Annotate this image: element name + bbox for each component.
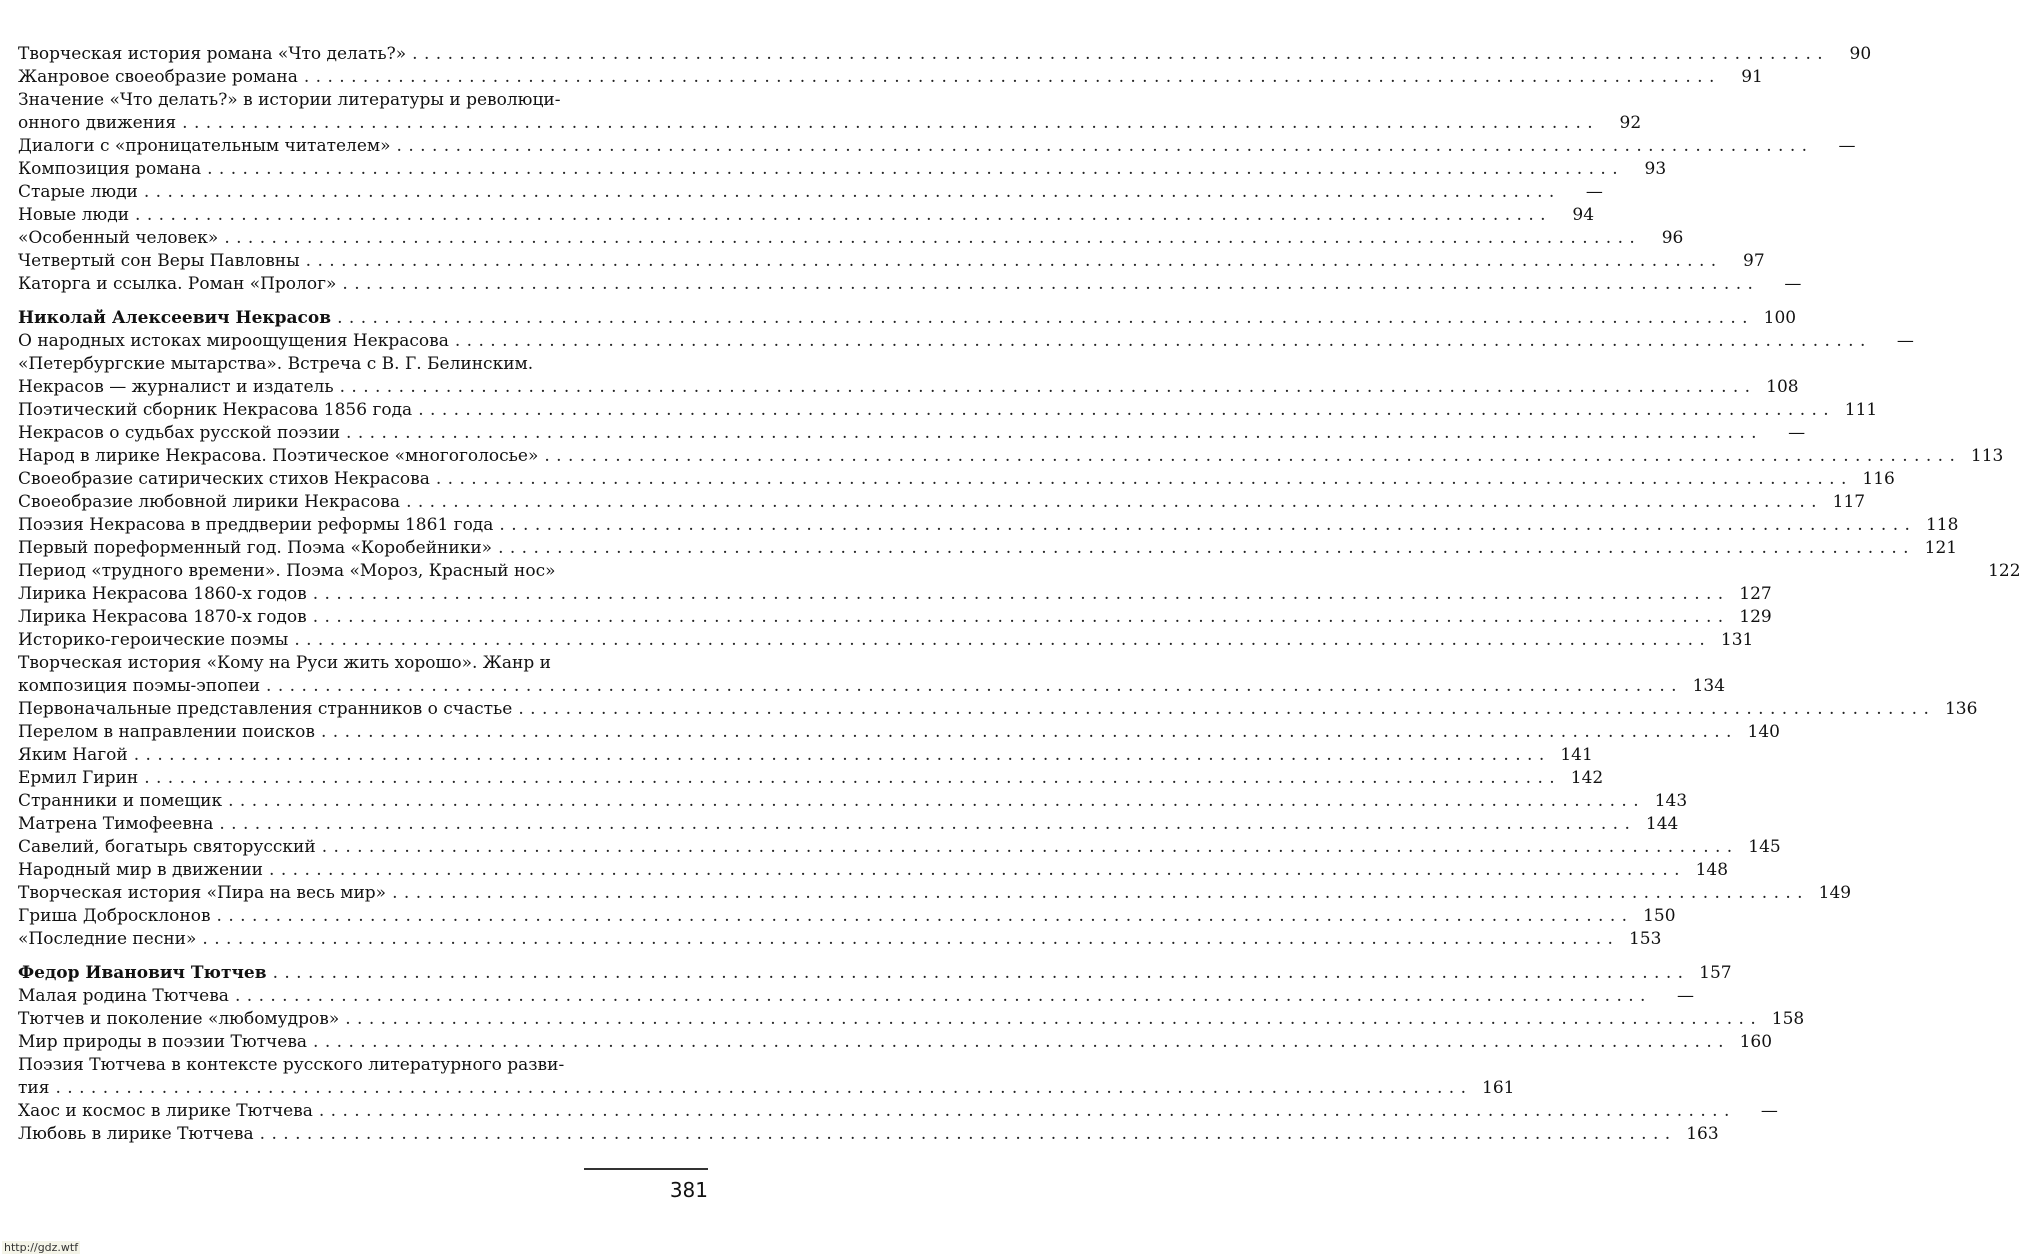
- toc-entry: [18, 399, 1878, 422]
- dot-leader: [412, 43, 1823, 66]
- watermark-link[interactable]: http://gdz.wtf: [4, 1241, 79, 1254]
- toc-entry: [18, 675, 1726, 698]
- toc-entry-page: —: [1585, 182, 1603, 202]
- toc-entry-page: 97: [1743, 251, 1765, 271]
- dot-leader: [346, 422, 1757, 445]
- toc-entry-page: 142: [1570, 768, 1604, 788]
- toc-entry-page: 148: [1695, 860, 1729, 880]
- toc-entry-title: «Петербургские мытарства». Встреча с В. Г. Белинским.: [18, 354, 534, 374]
- toc-entry-page: 92: [1619, 113, 1642, 133]
- toc-entry-title: «Особенный человек»: [18, 228, 219, 248]
- toc-entry-title: Старые люди: [18, 182, 138, 202]
- toc-entry: [18, 135, 1856, 158]
- toc-entry: [18, 1054, 708, 1077]
- toc-entry-page: 158: [1771, 1009, 1805, 1029]
- toc-entry: [18, 652, 708, 675]
- toc-entry: [18, 859, 1729, 882]
- toc-entry: [18, 721, 1780, 744]
- dot-leader: [207, 158, 1618, 181]
- dot-leader: [337, 307, 1748, 330]
- dot-leader: [313, 583, 1724, 606]
- toc-entry: [18, 273, 1802, 296]
- toc-entry-page: 127: [1739, 584, 1772, 604]
- toc-section-heading: [18, 962, 1732, 985]
- toc-entry: [18, 985, 1694, 1008]
- toc-entry-title: Странники и помещик: [18, 791, 223, 811]
- dot-leader: [455, 330, 1866, 353]
- toc-entry-title: Некрасов — журналист и издатель: [18, 377, 334, 397]
- toc-entry: [18, 1008, 1805, 1031]
- toc-entry: [18, 790, 1688, 813]
- toc-entry: [18, 1077, 1515, 1100]
- toc-entry-title: композиция поэмы-эпопеи: [18, 676, 261, 696]
- toc-entry-title: Любовь в лирике Тютчева: [18, 1124, 254, 1144]
- toc-entry: [18, 158, 1667, 181]
- toc-entry: [18, 767, 1604, 790]
- dot-leader: [313, 1031, 1724, 1054]
- toc-entry-page: 157: [1699, 963, 1732, 983]
- dot-leader: [345, 1008, 1756, 1031]
- toc-entry-title: Федор Иванович Тютчев: [18, 963, 267, 983]
- toc-entry: [18, 928, 1662, 951]
- toc-entry-title: Ермил Гирин: [18, 768, 139, 788]
- toc-entry-title: Матрена Тимофеевна: [18, 814, 214, 834]
- footer-rule: [584, 1168, 708, 1170]
- dot-leader: [134, 744, 1545, 767]
- dot-leader: [266, 675, 1677, 698]
- toc-entry-title: Малая родина Тютчева: [18, 986, 229, 1006]
- toc-entry: [18, 353, 708, 376]
- toc-entry-title: Савелий, богатырь святорусский: [18, 837, 316, 857]
- toc-entry-page: 141: [1560, 745, 1593, 765]
- toc-entry-title: О народных истоках мироощущения Некрасова: [18, 331, 449, 351]
- dot-leader: [499, 514, 1910, 537]
- toc-entry-title: Поэтический сборник Некрасова 1856 года: [18, 400, 413, 420]
- toc-entry-title: Период «трудного времени». Поэма «Мороз, Красный нос»: [18, 561, 556, 581]
- toc-entry-page: 150: [1643, 906, 1676, 926]
- toc-entry-title: Диалоги с «проницательным читателем»: [18, 136, 391, 156]
- toc-entry: [18, 514, 1959, 537]
- toc-entry-page: 161: [1482, 1078, 1515, 1098]
- dot-leader: [144, 181, 1555, 204]
- dot-leader: [228, 790, 1639, 813]
- toc-entry-page: 163: [1686, 1124, 1719, 1144]
- toc-entry-title: «Последние песни»: [18, 929, 197, 949]
- toc-entry-page: 116: [1862, 469, 1895, 489]
- toc-entry: [18, 43, 1872, 66]
- toc-entry-title: Первый пореформенный год. Поэма «Коробейники»: [18, 538, 493, 558]
- dot-leader: [217, 905, 1628, 928]
- toc-entry: [18, 629, 1754, 652]
- toc-entry-page: 90: [1849, 44, 1872, 64]
- dot-leader: [135, 204, 1546, 227]
- table-of-contents: [18, 43, 2021, 1146]
- toc-entry-page: 143: [1654, 791, 1688, 811]
- dot-leader: [342, 273, 1753, 296]
- dot-leader: [304, 66, 1715, 89]
- toc-entry-page: 136: [1944, 699, 1978, 719]
- dot-leader: [235, 985, 1646, 1008]
- dot-leader: [319, 1100, 1730, 1123]
- toc-entry-page: 108: [1766, 377, 1799, 397]
- dot-leader: [340, 376, 1751, 399]
- dot-leader: [498, 537, 1909, 560]
- toc-entry: [18, 227, 1684, 250]
- toc-entry-page: —: [1896, 331, 1914, 351]
- toc-entry: [18, 445, 2004, 468]
- toc-entry: [18, 583, 1772, 606]
- dot-leader: [182, 112, 1593, 135]
- toc-entry-title: Народ в лирике Некрасова. Поэтическое «многоголосье»: [18, 446, 539, 466]
- toc-entry-page: 129: [1739, 607, 1772, 627]
- toc-entry-page: —: [1838, 136, 1856, 156]
- toc-entry-title: тия: [18, 1078, 50, 1098]
- dot-leader: [544, 445, 1955, 468]
- toc-entry: [18, 744, 1593, 767]
- toc-entry-title: Поэзия Некрасова в преддверии реформы 1861 года: [18, 515, 494, 535]
- dot-leader: [418, 399, 1829, 422]
- toc-entry-title: Яким Нагой: [18, 745, 128, 765]
- toc-entry: [18, 813, 1679, 836]
- toc-entry-page: 149: [1818, 883, 1852, 903]
- toc-entry: [18, 836, 1781, 859]
- dot-leader: [306, 250, 1717, 273]
- dot-leader: [436, 468, 1847, 491]
- toc-entry-page: 134: [1692, 676, 1726, 696]
- toc-entry-page: 160: [1739, 1032, 1773, 1052]
- toc-entry-title: Жанровое своеобразие романа: [18, 67, 298, 87]
- toc-entry-title: Творческая история романа «Что делать?»: [18, 44, 407, 64]
- toc-entry-title: Тютчев и поколение «любомудров»: [18, 1009, 340, 1029]
- toc-entry: [18, 250, 1765, 273]
- toc-entry-page: 113: [1970, 446, 2004, 466]
- toc-entry: [18, 1100, 1778, 1123]
- dot-leader: [294, 629, 1705, 652]
- toc-entry: [18, 882, 1852, 905]
- toc-entry-title: Новые люди: [18, 205, 130, 225]
- toc-entry-page: —: [1784, 274, 1802, 294]
- toc-entry-page: 131: [1720, 630, 1754, 650]
- toc-entry: [18, 181, 1603, 204]
- toc-entry-page: 140: [1747, 722, 1780, 742]
- toc-entry-title: Лирика Некрасова 1860-х годов: [18, 584, 307, 604]
- toc-entry-title: Историко-героические поэмы: [18, 630, 289, 650]
- toc-entry-page: 94: [1572, 205, 1595, 225]
- toc-section-heading: [18, 307, 1797, 330]
- toc-entry-title: Мир природы в поэзии Тютчева: [18, 1032, 308, 1052]
- dot-leader: [144, 767, 1555, 790]
- toc-entry: [18, 1031, 1773, 1054]
- toc-entry-page: 117: [1832, 492, 1866, 512]
- toc-entry-title: Гриша Добросклонов: [18, 906, 211, 926]
- dot-leader: [406, 491, 1817, 514]
- dot-leader: [322, 836, 1733, 859]
- toc-entry: [18, 606, 1772, 629]
- toc-entry-page: 100: [1763, 308, 1797, 328]
- toc-entry-page: 91: [1741, 67, 1763, 87]
- toc-entry-title: Некрасов о судьбах русской поэзии: [18, 423, 341, 443]
- dot-leader: [321, 721, 1732, 744]
- toc-entry-page: —: [1676, 986, 1694, 1006]
- dot-leader: [313, 606, 1724, 629]
- toc-entry: [18, 491, 1866, 514]
- toc-entry: [18, 698, 1978, 721]
- page-number: 381: [669, 1178, 708, 1202]
- toc-entry-page: 93: [1644, 159, 1667, 179]
- dot-leader: [202, 928, 1613, 951]
- dot-leader: [260, 1123, 1671, 1146]
- toc-entry-title: Своеобразие любовной лирики Некрасова: [18, 492, 401, 512]
- toc-entry-title: Композиция романа: [18, 159, 202, 179]
- dot-leader: [273, 962, 1684, 985]
- toc-entry: [18, 905, 1676, 928]
- toc-entry-title: Творческая история «Пира на весь мир»: [18, 883, 387, 903]
- toc-entry-title: Народный мир в движении: [18, 860, 264, 880]
- toc-entry: [18, 376, 1799, 399]
- toc-entry-page: 153: [1628, 929, 1662, 949]
- toc-entry: [18, 1123, 1719, 1146]
- toc-entry-title: онного движения: [18, 113, 177, 133]
- toc-entry-title: Николай Алексеевич Некрасов: [18, 308, 332, 328]
- toc-entry-page: 111: [1844, 400, 1878, 420]
- toc-entry: [18, 330, 1914, 353]
- dot-leader: [55, 1077, 1466, 1100]
- toc-entry-title: Своеобразие сатирических стихов Некрасова: [18, 469, 430, 489]
- toc-entry-page: 144: [1645, 814, 1679, 834]
- dot-leader: [219, 813, 1630, 836]
- dot-leader: [518, 698, 1929, 721]
- toc-entry: [18, 468, 1895, 491]
- toc-entry-page: 118: [1925, 515, 1959, 535]
- dot-leader: [269, 859, 1680, 882]
- toc-entry-page: 96: [1661, 228, 1684, 248]
- dot-leader: [392, 882, 1803, 905]
- toc-entry-title: Хаос и космос в лирике Тютчева: [18, 1101, 313, 1121]
- toc-entry-page: 122: [1988, 561, 2021, 581]
- toc-entry-title: Перелом в направлении поисков: [18, 722, 315, 742]
- toc-entry-title: Поэзия Тютчева в контексте русского литературного разви-: [18, 1055, 565, 1075]
- toc-entry: [18, 89, 708, 112]
- toc-entry: [18, 560, 2021, 583]
- toc-entry-page: —: [1788, 423, 1806, 443]
- toc-entry-title: Лирика Некрасова 1870-х годов: [18, 607, 307, 627]
- toc-entry: [18, 537, 1958, 560]
- toc-entry: [18, 112, 1642, 135]
- toc-entry-page: 145: [1748, 837, 1781, 857]
- toc-entry: [18, 204, 1595, 227]
- dot-leader: [397, 135, 1808, 158]
- dot-leader: [224, 227, 1635, 250]
- toc-entry-title: Значение «Что делать?» в истории литературы и революци-: [18, 90, 561, 110]
- toc-entry: [18, 66, 1763, 89]
- toc-entry-title: Четвертый сон Веры Павловны: [18, 251, 300, 271]
- toc-entry-page: —: [1760, 1101, 1778, 1121]
- toc-entry-title: Творческая история «Кому на Руси жить хорошо». Жанр и: [18, 653, 551, 673]
- toc-entry-title: Каторга и ссылка. Роман «Пролог»: [18, 274, 337, 294]
- toc-entry: [18, 422, 1806, 445]
- toc-entry-page: 121: [1924, 538, 1958, 558]
- toc-entry-title: Первоначальные представления странников о счастье: [18, 699, 513, 719]
